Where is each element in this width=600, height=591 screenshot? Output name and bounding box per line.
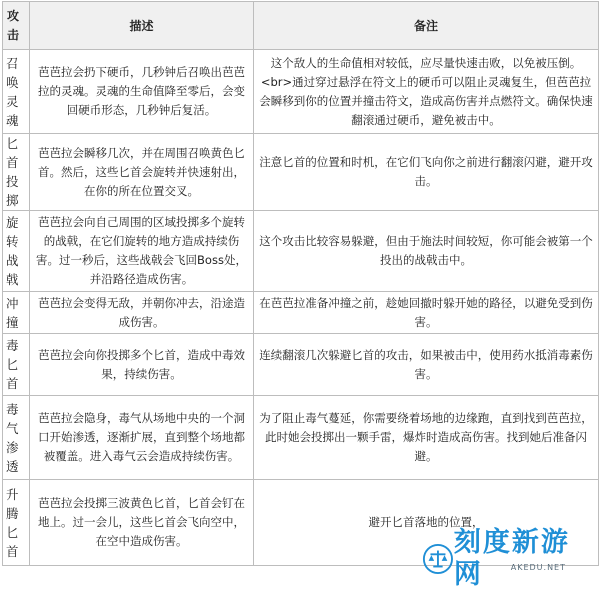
attack-note: 在芭芭拉准备冲撞之前，趁她回撤时躲开她的路径，以避免受到伤害。 [254,292,599,334]
scale-logo-icon [422,542,454,576]
attack-name: 升腾匕首 [3,480,30,566]
table-row [3,211,599,292]
header-note: 备注 [254,2,599,50]
attack-name: 毒气渗透 [3,396,30,480]
attack-note: 这个敌人的生命值相对较低，应尽量快速击败，以免被压倒。<br>通过穿过悬浮在符文上的硬币可以阻止灵魂复生，但芭芭拉会瞬移到你的位置并撞击符文，造成高伤害并点燃符文。确保快速翻滚通过硬币，避免被击中。 [254,50,599,134]
watermark-name: 刻度新游网 [453,527,570,590]
table-row [3,292,599,334]
attack-description: 芭芭拉会隐身，毒气从场地中央的一个洞口开始渗透，逐渐扩展，直到整个场地都被覆盖。进入毒气云会造成持续伤害。 [30,396,254,480]
attack-note: 为了阻止毒气蔓延，你需要绕着场地的边缘跑，直到找到芭芭拉，此时她会投掷出一颗手雷，爆炸时造成高伤害。找到她后准备闪避。 [254,396,599,480]
attack-description: 芭芭拉会向你投掷多个匕首，造成中毒效果，持续伤害。 [30,334,254,396]
attack-name: 冲撞 [3,292,30,334]
table-row [3,396,599,480]
attack-description: 芭芭拉会扔下硬币，几秒钟后召唤出芭芭拉的灵魂。灵魂的生命值降至零后，会变回硬币形态，几秒钟后复活。 [30,50,254,134]
table-row [3,334,599,396]
attack-name: 匕首投掷 [3,134,30,211]
attack-description: 芭芭拉会投掷三波黄色匕首，匕首会钉在地上。过一会儿，这些匕首会飞向空中，在空中造成伤害。 [30,480,254,566]
header-description: 描述 [30,2,254,50]
attack-description: 芭芭拉会变得无敌，并朝你冲去，沿途造成伤害。 [30,292,254,334]
attack-note: 连续翻滚几次躲避匕首的攻击，如果被击中，使用药水抵消毒素伤害。 [254,334,599,396]
watermark-url: AKEDU.NET [510,563,566,572]
header-attack: 攻击 [3,2,30,50]
attack-name: 召唤灵魂 [3,50,30,134]
table-row [3,134,599,211]
watermark [422,527,590,590]
attack-name: 毒匕首 [3,334,30,396]
table-row [3,50,599,134]
attack-name: 旋转战戟 [3,211,30,292]
attack-description: 芭芭拉会向自己周围的区域投掷多个旋转的战戟，在它们旋转的地方造成持续伤害。过一秒后，这些战戟会飞回Boss处，并沿路径造成伤害。 [30,211,254,292]
attack-note: 这个攻击比较容易躲避，但由于施法时间较短，你可能会被第一个投出的战戟击中。 [254,211,599,292]
boss-attack-table [2,1,599,566]
table-header-row [3,2,599,50]
attack-note: 避开匕首落地的位置， [254,480,599,566]
attack-description: 芭芭拉会瞬移几次，并在周围召唤黄色匕首。然后，这些匕首会旋转并快速射出，在你的所在位置交叉。 [30,134,254,211]
attack-note: 注意匕首的位置和时机，在它们飞向你之前进行翻滚闪避，避开攻击。 [254,134,599,211]
